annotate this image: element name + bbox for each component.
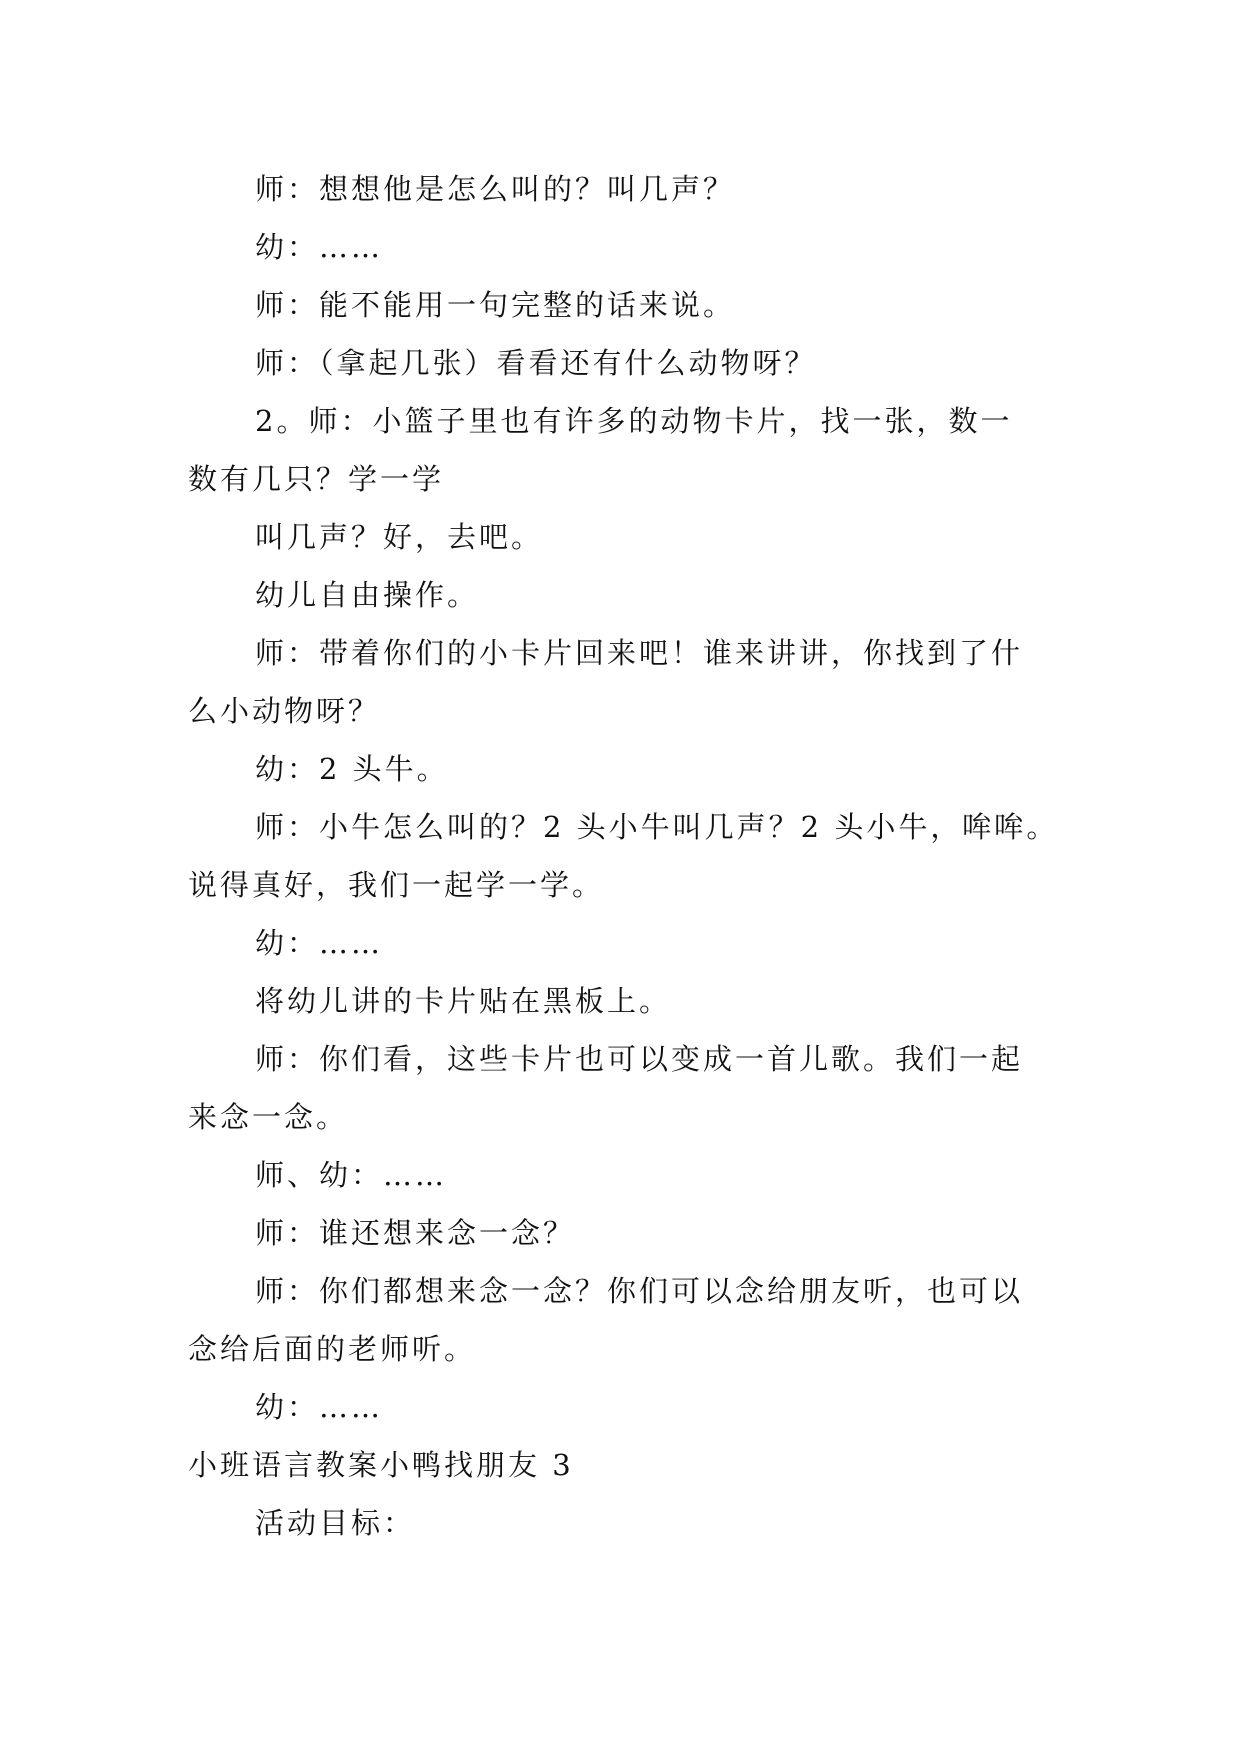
paragraph-line: 幼：…… [255,926,384,960]
paragraph-line: 将幼儿讲的卡片贴在黑板上。 [255,984,672,1018]
section-heading: 小班语言教案小鸭找朋友 3 [188,1448,574,1482]
paragraph-line: 幼：2 头牛。 [255,752,449,786]
paragraph-line: 师：带着你们的小卡片回来吧！谁来讲讲，你找到了什 [255,636,1024,670]
paragraph-line: 师：（拿起几张）看看还有什么动物呀？ [255,346,817,380]
paragraph-line: 数有几只？学一学 [188,462,445,496]
paragraph-line: 么小动物呀？ [188,694,381,728]
paragraph-line: 叫几声？好，去吧。 [255,520,544,554]
paragraph-line: 师、幼：…… [255,1158,448,1192]
paragraph-line: 师：想想他是怎么叫的？叫几声？ [255,172,736,206]
paragraph-line: 师：能不能用一句完整的话来说。 [255,288,736,322]
paragraph-line: 活动目标： [255,1506,416,1540]
paragraph-line: 师：谁还想来念一念？ [255,1216,576,1250]
paragraph-line: 幼：…… [255,1390,384,1424]
document-body [188,160,1068,1552]
paragraph-line: 说得真好，我们一起学一学。 [188,868,605,902]
paragraph-line: 念给后面的老师听。 [188,1332,477,1366]
paragraph-line: 师：小牛怎么叫的？2 头小牛叫几声？2 头小牛，哞哞。 [255,810,1059,844]
paragraph-line: 2。师：小篮子里也有许多的动物卡片，找一张，数一 [255,404,1013,438]
paragraph-line: 来念一念。 [188,1100,349,1134]
paragraph-line: 幼：…… [255,230,384,264]
paragraph-line: 幼儿自由操作。 [255,578,480,612]
paragraph-line: 师：你们看，这些卡片也可以变成一首儿歌。我们一起 [255,1042,1024,1076]
paragraph-line: 师：你们都想来念一念？你们可以念给朋友听，也可以 [255,1274,1024,1308]
